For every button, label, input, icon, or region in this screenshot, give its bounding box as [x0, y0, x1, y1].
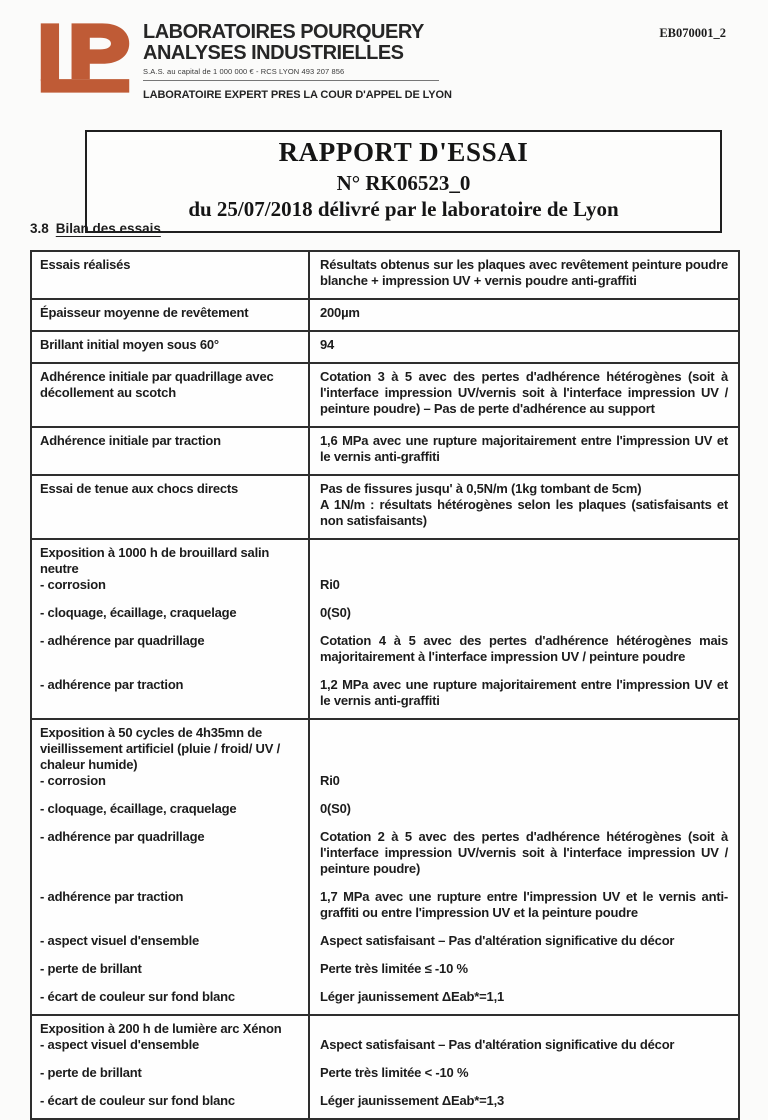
section-heading — [30, 221, 161, 236]
row-label: Brillant initial moyen sous 60° — [40, 337, 219, 352]
row-group-title: Exposition à 200 h de lumière arc Xénon — [40, 1021, 282, 1036]
company-legal-line: S.A.S. au capital de 1 000 000 € - RCS LYON 493 207 856 — [143, 67, 345, 76]
row-value: Cotation 3 à 5 avec des pertes d'adhérence hétérogènes (soit à l'interface impression UV/vernis soit à l'interface impression UV / peinture poudre) – Pas de perte d'adhérence au support — [308, 364, 738, 426]
row-sublabel: - corrosion — [40, 577, 106, 592]
row-value-empty — [308, 540, 738, 577]
row-sublabel: - écart de couleur sur fond blanc — [40, 989, 235, 1004]
row-sublabel: - adhérence par traction — [40, 677, 184, 692]
company-name-line2: ANALYSES INDUSTRIELLES — [143, 42, 404, 64]
table-row-group — [32, 538, 738, 718]
row-subvalue: Cotation 2 à 5 avec des pertes d'adhérence hétérogènes (soit à l'interface impression UV/vernis soit à l'interface impression UV / peinture poudre) — [308, 817, 738, 877]
table-row — [32, 474, 738, 538]
row-subvalue: Perte très limitée < -10 % — [308, 1053, 738, 1081]
header-divider — [143, 80, 439, 81]
row-sublabel: - adhérence par quadrillage — [40, 633, 205, 648]
row-sublabel: - aspect visuel d'ensemble — [40, 933, 200, 948]
row-sublabel: - cloquage, écaillage, craquelage — [40, 801, 237, 816]
row-value: Pas de fissures jusqu' à 0,5N/m (1kg tombant de 5cm) A 1N/m : résultats hétérogènes selon les plaques (satisfaisants et non satisfaisants) — [308, 476, 738, 538]
row-value: Résultats obtenus sur les plaques avec revêtement peinture poudre blanche + impression UV + vernis poudre anti-graffiti — [308, 252, 738, 298]
row-sublabel: - corrosion — [40, 773, 106, 788]
row-subvalue: 0(S0) — [308, 789, 738, 817]
row-subvalue: Aspect satisfaisant – Pas d'altération significative du décor — [308, 1037, 738, 1053]
company-name-line1: LABORATOIRES POURQUERY — [143, 21, 424, 43]
table-row — [32, 252, 738, 298]
row-value: 1,6 MPa avec une rupture majoritairement entre l'impression UV et le vernis anti-graffiti — [308, 428, 738, 474]
row-sublabel: - perte de brillant — [40, 961, 142, 976]
row-sublabel: - cloquage, écaillage, craquelage — [40, 605, 237, 620]
row-value: 94 — [308, 332, 738, 362]
row-group-title: Exposition à 1000 h de brouillard salin neutre — [40, 545, 270, 576]
row-subvalue: 1,2 MPa avec une rupture majoritairement entre l'impression UV et le vernis anti-graffiti — [308, 665, 738, 718]
report-date-line: du 25/07/2018 délivré par le laboratoire de Lyon — [188, 197, 619, 221]
table-row — [32, 362, 738, 426]
row-subvalue: Aspect satisfaisant – Pas d'altération significative du décor — [308, 921, 738, 949]
row-subvalue: Perte très limitée ≤ -10 % — [308, 949, 738, 977]
table-row — [32, 330, 738, 362]
row-sublabel: - adhérence par traction — [40, 889, 184, 904]
row-subvalue: 1,7 MPa avec une rupture entre l'impression UV et le vernis anti-graffiti ou entre l'impression UV et la peinture poudre — [308, 877, 738, 921]
expert-line: LABORATOIRE EXPERT PRES LA COUR D'APPEL DE LYON — [143, 89, 452, 101]
row-value-empty — [308, 1016, 738, 1037]
row-subvalue: Cotation 4 à 5 avec des pertes d'adhérence hétérogènes mais majoritairement à l'interface impression UV / peinture poudre — [308, 621, 738, 665]
row-label: Essai de tenue aux chocs directs — [40, 481, 239, 496]
row-label: Épaisseur moyenne de revêtement — [40, 305, 249, 320]
row-group-title: Exposition à 50 cycles de 4h35mn de vieillissement artificiel (pluie / froid/ UV / chaleur humide) — [40, 725, 281, 772]
row-subvalue: Ri0 — [308, 577, 738, 593]
report-number: N° RK06523_0 — [336, 171, 471, 195]
table-row — [32, 298, 738, 330]
results-table — [30, 250, 740, 1120]
table-row-group — [32, 718, 738, 1014]
report-title: RAPPORT D'ESSAI — [278, 137, 529, 167]
row-subvalue: 0(S0) — [308, 593, 738, 621]
company-block — [143, 22, 452, 101]
row-sublabel: - aspect visuel d'ensemble — [40, 1037, 200, 1052]
row-sublabel: - écart de couleur sur fond blanc — [40, 1093, 235, 1108]
document-ref-code: EB070001_2 — [659, 26, 726, 40]
row-value: 200µm — [308, 300, 738, 330]
row-value-empty — [308, 720, 738, 773]
table-row — [32, 426, 738, 474]
row-subvalue: Léger jaunissement ΔEab*=1,3 — [308, 1081, 738, 1118]
row-sublabel: - adhérence par quadrillage — [40, 829, 205, 844]
lp-logo-icon — [35, 18, 135, 98]
row-label: Adhérence initiale par quadrillage avec décollement au scotch — [40, 369, 274, 400]
row-sublabel: - perte de brillant — [40, 1065, 142, 1080]
row-subvalue: Ri0 — [308, 773, 738, 789]
row-label: Essais réalisés — [40, 257, 131, 272]
row-label: Adhérence initiale par traction — [40, 433, 221, 448]
table-row-group — [32, 1014, 738, 1118]
section-number: 3.8 — [30, 221, 49, 236]
report-title-box — [85, 130, 722, 233]
row-subvalue: Léger jaunissement ΔEab*=1,1 — [308, 977, 738, 1014]
section-title: Bilan des essais — [55, 221, 161, 236]
